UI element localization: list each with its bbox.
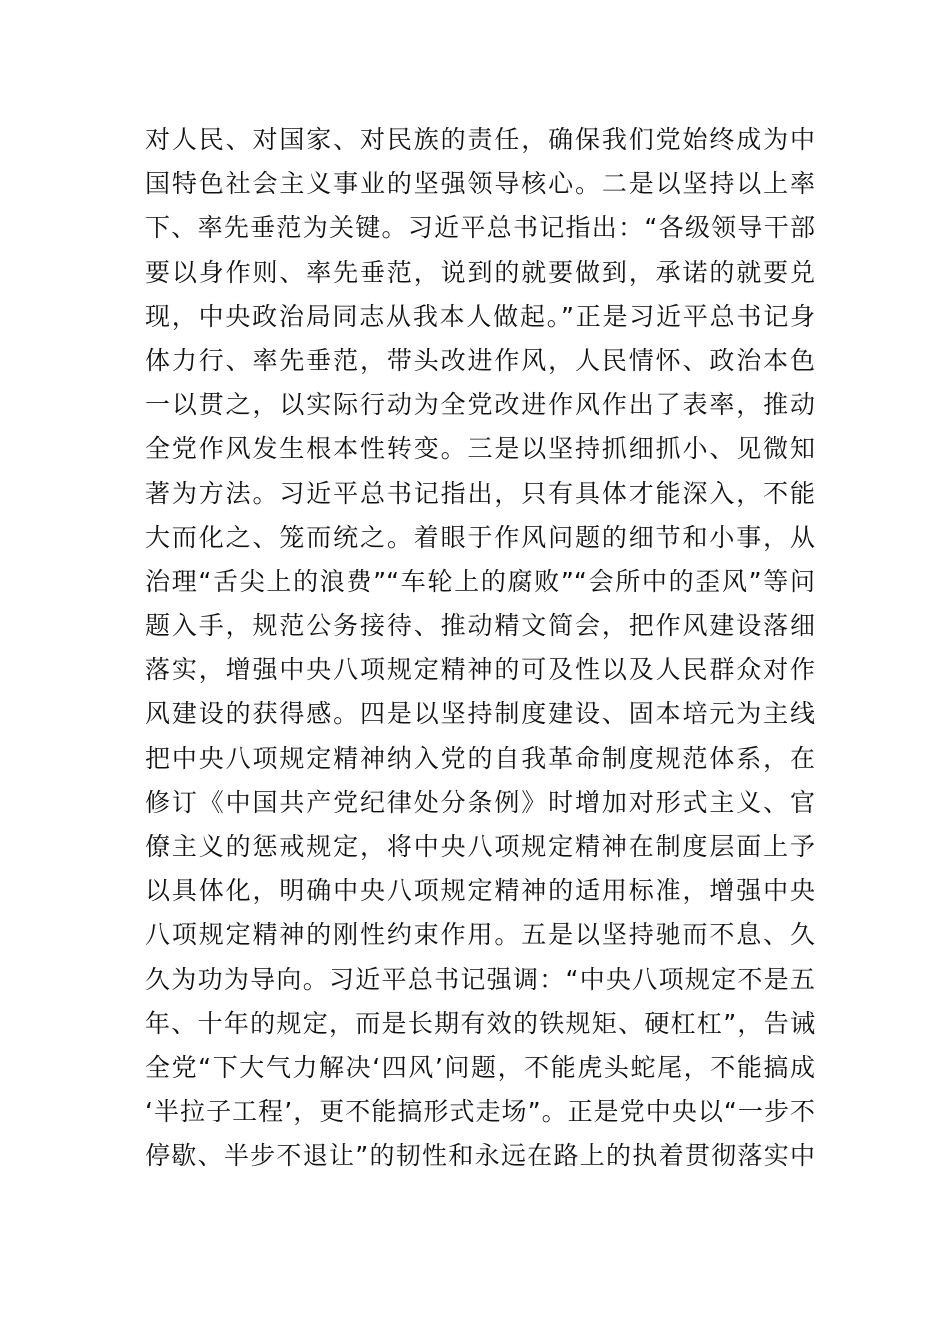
text-line: 一以贯之，以实际行动为全党改进作风作出了表率，推动 — [145, 390, 815, 420]
text-line: 全党“下大气力解决‘四风’问题，不能虎头蛇尾，不能搞成 — [145, 1052, 815, 1082]
text-line: 风建设的获得感。四是以坚持制度建设、固本培元为主线 — [145, 699, 815, 729]
text-line: 现，中央政治局同志从我本人做起。”正是习近平总书记身 — [145, 301, 815, 331]
text-line: 停歇、半步不退让”的韧性和永远在路上的执着贯彻落实中 — [145, 1141, 815, 1171]
text-line: 体力行、率先垂范，带头改进作风，人民情怀、政治本色 — [145, 345, 815, 375]
text-line: 修订《中国共产党纪律处分条例》时增加对形式主义、官 — [145, 787, 815, 817]
text-line: 落实，增强中央八项规定精神的可及性以及人民群众对作 — [145, 655, 815, 685]
text-line: ‘半拉子工程’，更不能搞形式走场”。正是党中央以“一步不 — [145, 1097, 815, 1127]
text-line: 下、率先垂范为关键。习近平总书记指出：“各级领导干部 — [145, 213, 815, 243]
text-line: 久为功为导向。习近平总书记强调：“中央八项规定不是五 — [145, 964, 815, 994]
text-line: 把中央八项规定精神纳入党的自我革命制度规范体系，在 — [145, 743, 815, 773]
text-line: 僚主义的惩戒规定，将中央八项规定精神在制度层面上予 — [145, 832, 815, 861]
text-line: 著为方法。习近平总书记指出，只有具体才能深入，不能 — [145, 478, 815, 508]
text-line: 以具体化，明确中央八项规定精神的适用标准，增强中央 — [145, 876, 815, 906]
text-line: 治理“舌尖上的浪费”“车轮上的腐败”“会所中的歪风”等问 — [145, 566, 815, 596]
text-line: 年、十年的规定，而是长期有效的铁规矩、硬杠杠”，告诫 — [145, 1008, 815, 1038]
text-line: 八项规定精神的刚性约束作用。五是以坚持驰而不息、久 — [145, 920, 815, 950]
text-line: 大而化之、笼而统之。着眼于作风问题的细节和小事，从 — [145, 522, 815, 552]
text-line: 全党作风发生根本性转变。三是以坚持抓细抓小、见微知 — [145, 434, 815, 464]
text-line: 题入手，规范公务接待、推动精文简会，把作风建设落细 — [145, 611, 815, 641]
text-line: 对人民、对国家、对民族的责任，确保我们党始终成为中 — [145, 125, 815, 154]
body-paragraph — [145, 118, 815, 1179]
text-line: 要以身作则、率先垂范，说到的就要做到，承诺的就要兑 — [145, 257, 815, 287]
text-line: 国特色社会主义事业的坚强领导核心。二是以坚持以上率 — [145, 169, 815, 199]
